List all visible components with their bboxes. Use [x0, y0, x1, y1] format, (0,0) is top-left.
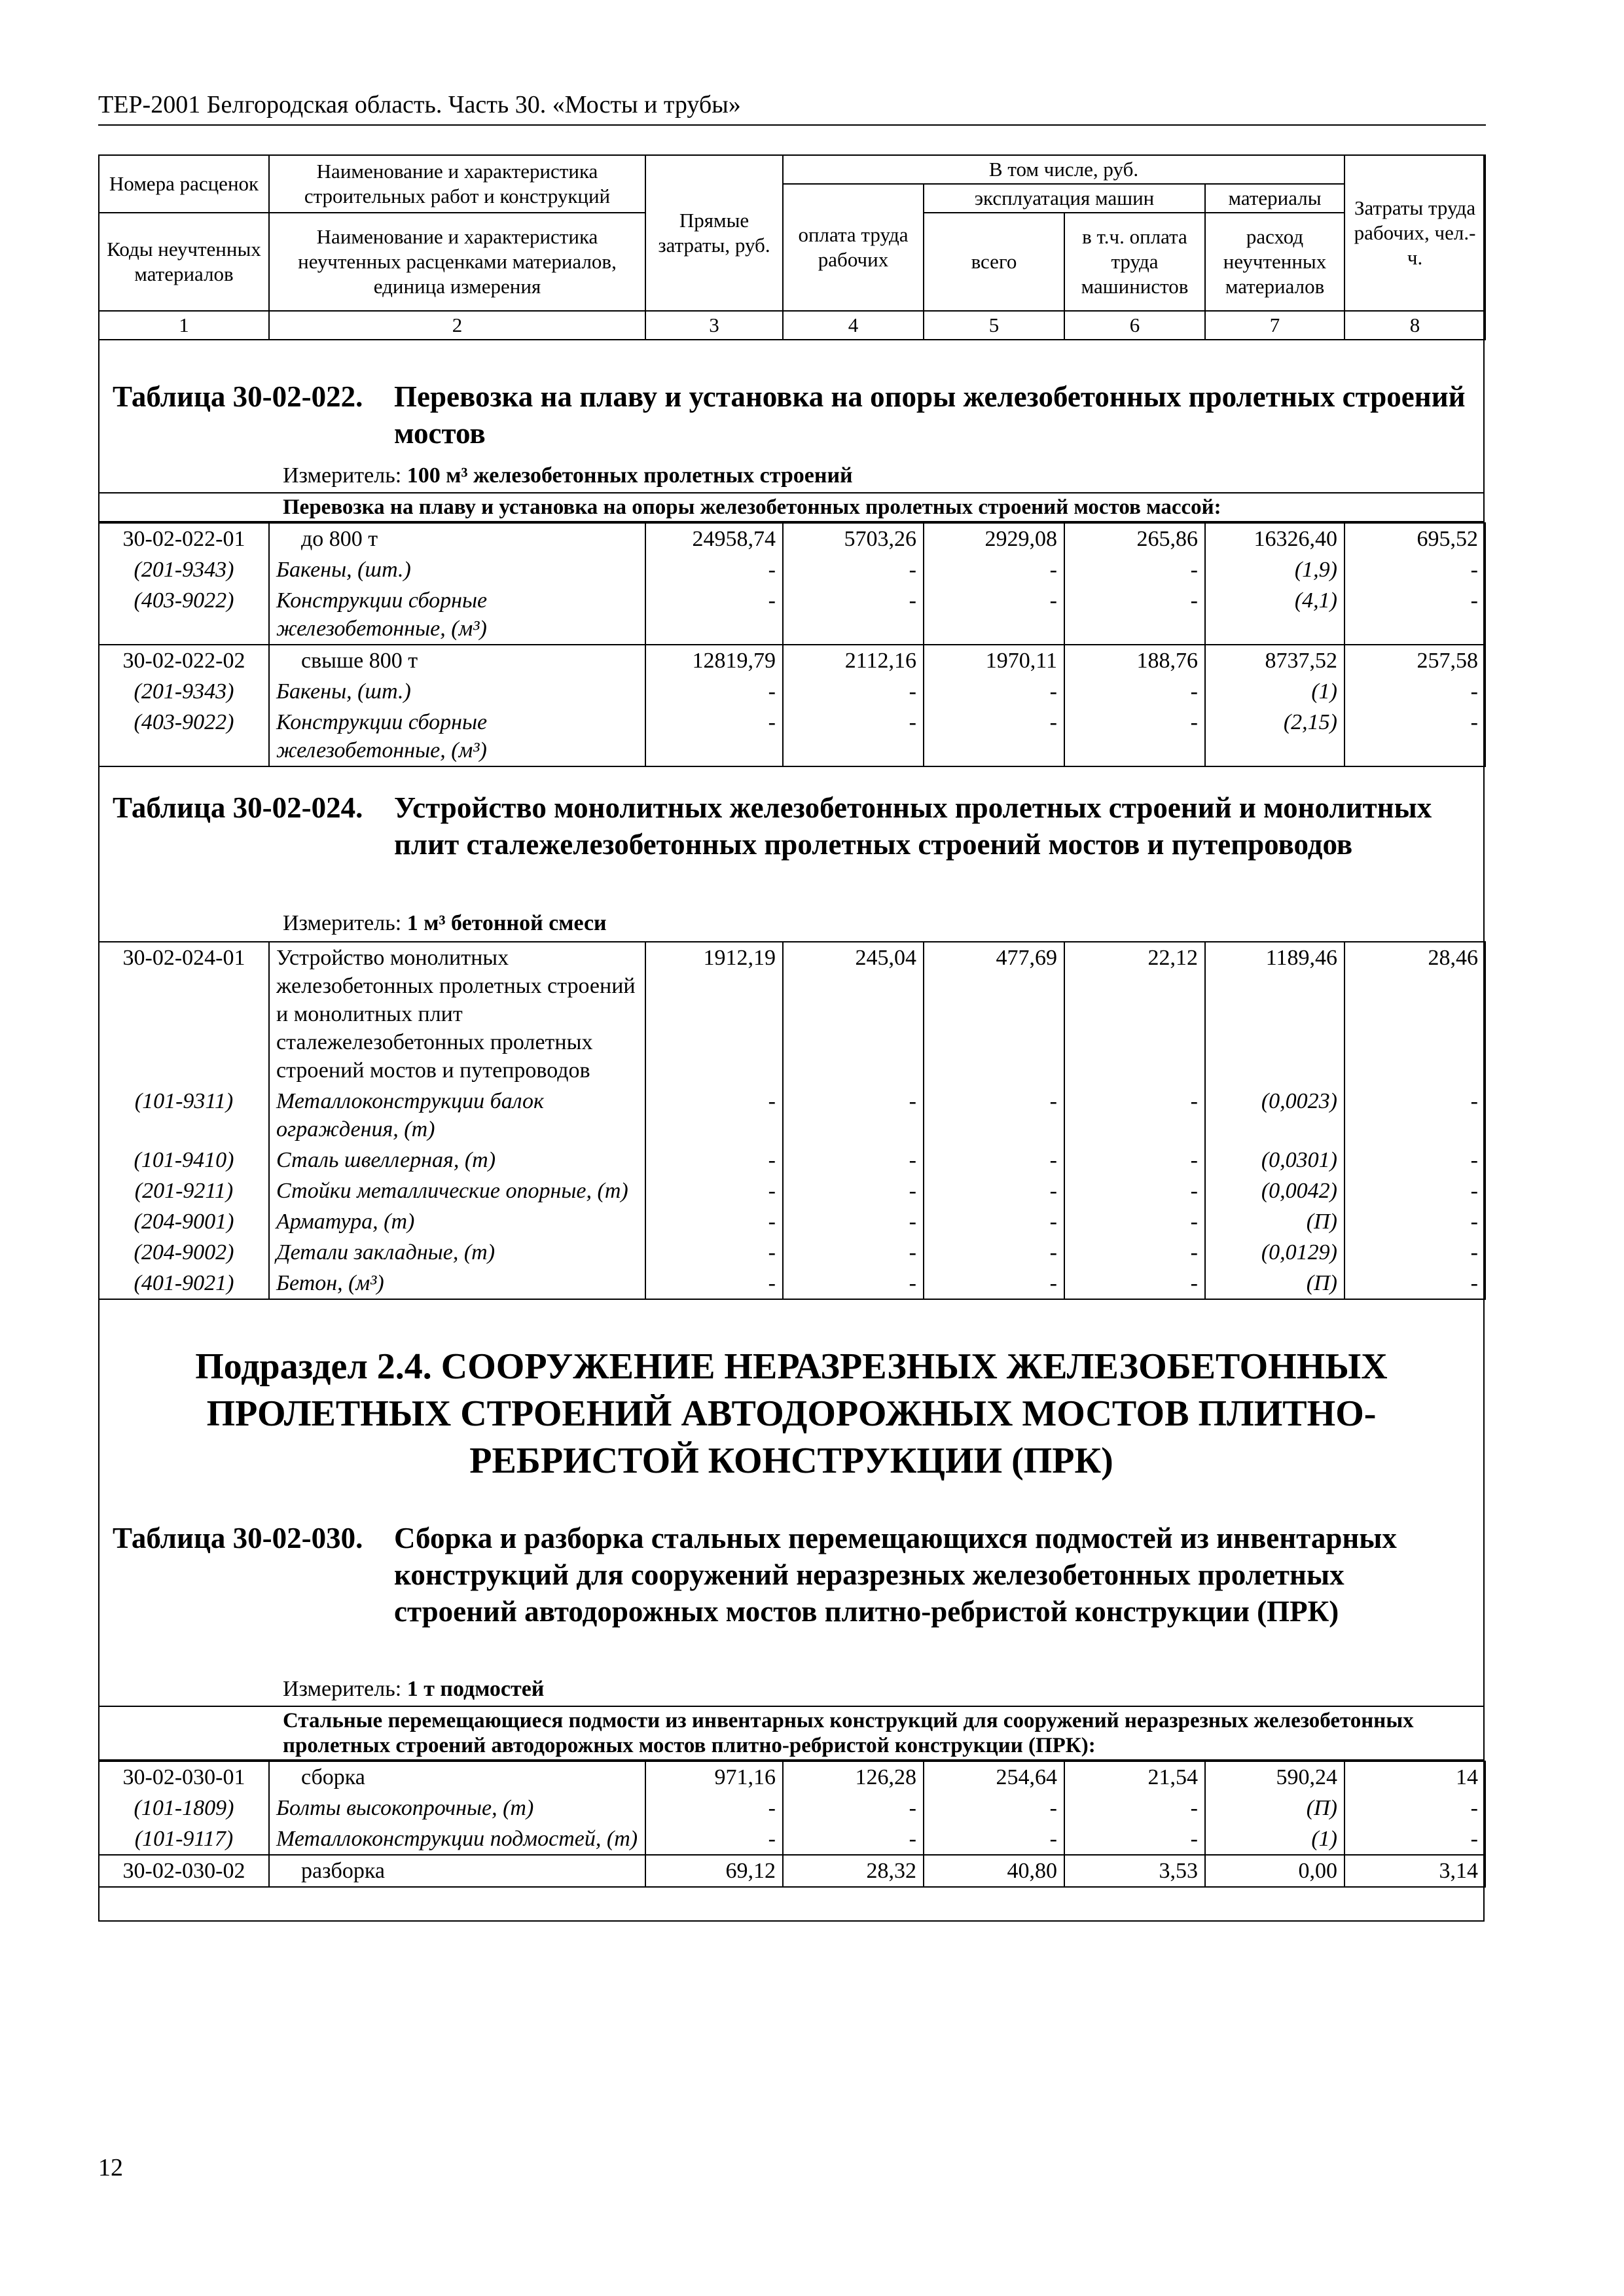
name-cell: Арматура, (т) — [269, 1206, 645, 1237]
subsection-title — [98, 1343, 1485, 1484]
direct-cost-cell: 971,16 — [645, 1761, 783, 1793]
labor-pay-cell: - — [783, 707, 924, 766]
name-cell: Металлоконструкции подмостей, (т) — [269, 1823, 645, 1855]
subsection-title-text: Подраздел 2.4. СООРУЖЕНИЕ НЕРАЗРЕЗНЫХ ЖЕЛЕЗОБЕТОННЫХ ПРОЛЕТНЫХ СТРОЕНИЙ АВТОДОРОЖНЫХ МОСТОВ ПЛИТНО-РЕБРИСТОЙ КОНСТРУКЦИИ (ПРК) — [195, 1346, 1388, 1481]
direct-cost-cell: 24958,74 — [645, 523, 783, 554]
name-cell: Сталь швеллерная, (т) — [269, 1145, 645, 1175]
labor-pay-cell: - — [783, 676, 924, 707]
direct-cost-cell: - — [645, 1237, 783, 1268]
materials-cell: (4,1) — [1205, 585, 1344, 645]
machinists-pay-cell: 265,86 — [1064, 523, 1205, 554]
machinists-pay-cell: - — [1064, 1268, 1205, 1299]
code-cell: (403-9022) — [99, 585, 269, 645]
header-c6: в т.ч. оплата труда машинистов — [1064, 213, 1205, 311]
name-cell: Бакены, (шт.) — [269, 554, 645, 585]
name-cell: Бакены, (шт.) — [269, 676, 645, 707]
materials-cell: (1) — [1205, 1823, 1344, 1855]
name-cell: Устройство монолитных железобетонных пролетных строений и монолитных плит сталежелезобетонных пролетных строений мостов и путепроводов — [269, 942, 645, 1086]
labor-hours-cell: 695,52 — [1344, 523, 1485, 554]
header-num-8: 8 — [1344, 311, 1485, 340]
materials-cell: 0,00 — [1205, 1855, 1344, 1887]
materials-cell: (П) — [1205, 1268, 1344, 1299]
table-row — [99, 1761, 1485, 1793]
labor-pay-cell: - — [783, 1268, 924, 1299]
unit-prefix: Измеритель: — [283, 1677, 402, 1701]
labor-hours-cell: - — [1344, 1175, 1485, 1206]
labor-hours-cell: - — [1344, 1823, 1485, 1855]
direct-cost-cell: - — [645, 1175, 783, 1206]
table-022 — [98, 522, 1486, 767]
machines-total-cell: 1970,11 — [924, 645, 1064, 676]
header-machines: эксплуатация машин — [924, 184, 1205, 213]
machines-total-cell: - — [924, 1175, 1064, 1206]
code-cell: 30-02-022-01 — [99, 523, 269, 554]
code-cell: 30-02-022-02 — [99, 645, 269, 676]
table-row — [99, 1175, 1485, 1206]
code-cell: (101-1809) — [99, 1793, 269, 1823]
machines-total-cell: - — [924, 1793, 1064, 1823]
labor-pay-cell: - — [783, 1793, 924, 1823]
direct-cost-cell: 69,12 — [645, 1855, 783, 1887]
machines-total-cell: - — [924, 1206, 1064, 1237]
table-022-title — [113, 378, 1474, 452]
unit-value: 1 т подмостей — [406, 1677, 545, 1701]
name-cell: до 800 т — [269, 523, 645, 554]
table-row — [99, 523, 1485, 554]
materials-cell: (2,15) — [1205, 707, 1344, 766]
machines-total-cell: 477,69 — [924, 942, 1064, 1086]
unit-prefix: Измеритель: — [283, 911, 402, 935]
code-cell: (401-9021) — [99, 1268, 269, 1299]
header-num-6: 6 — [1064, 311, 1205, 340]
direct-cost-cell: - — [645, 1086, 783, 1145]
labor-hours-cell: - — [1344, 1793, 1485, 1823]
header-c5: всего — [924, 213, 1064, 311]
table-024 — [98, 941, 1486, 1300]
materials-cell: (0,0129) — [1205, 1237, 1344, 1268]
labor-pay-cell: - — [783, 1175, 924, 1206]
machinists-pay-cell: - — [1064, 1145, 1205, 1175]
machinists-pay-cell: - — [1064, 707, 1205, 766]
header-num-3: 3 — [645, 311, 783, 340]
name-cell: Бетон, (м³) — [269, 1268, 645, 1299]
table-030 — [98, 1761, 1486, 1888]
header-incl: В том числе, руб. — [783, 155, 1344, 184]
page-header: ТЕР-2001 Белгородская область. Часть 30. «Мосты и трубы» — [98, 90, 1486, 126]
machinists-pay-cell: - — [1064, 676, 1205, 707]
machinists-pay-cell: - — [1064, 585, 1205, 645]
labor-pay-cell: - — [783, 1823, 924, 1855]
materials-cell: 590,24 — [1205, 1761, 1344, 1793]
machines-total-cell: 2929,08 — [924, 523, 1064, 554]
machinists-pay-cell: 22,12 — [1064, 942, 1205, 1086]
table-022-label: Таблица 30-02-022. — [113, 380, 363, 413]
table-row — [99, 1145, 1485, 1175]
code-cell: (201-9343) — [99, 676, 269, 707]
table-row — [99, 585, 1485, 645]
machinists-pay-cell: - — [1064, 1206, 1205, 1237]
machines-total-cell: - — [924, 1086, 1064, 1145]
name-cell: Металлоконструкции балок ограждения, (т) — [269, 1086, 645, 1145]
labor-pay-cell: 2112,16 — [783, 645, 924, 676]
labor-pay-cell: - — [783, 554, 924, 585]
header-c2a: Наименование и характеристика строительных работ и конструкций — [269, 155, 645, 213]
table-024-label: Таблица 30-02-024. — [113, 791, 363, 824]
name-cell: свыше 800 т — [269, 645, 645, 676]
code-cell: (201-9211) — [99, 1175, 269, 1206]
labor-hours-cell: - — [1344, 1268, 1485, 1299]
labor-pay-cell: 28,32 — [783, 1855, 924, 1887]
table-row — [99, 645, 1485, 676]
header-materials: материалы — [1205, 184, 1344, 213]
name-cell: сборка — [269, 1761, 645, 1793]
code-cell: (204-9001) — [99, 1206, 269, 1237]
header-num-5: 5 — [924, 311, 1064, 340]
machines-total-cell: 40,80 — [924, 1855, 1064, 1887]
labor-pay-cell: - — [783, 585, 924, 645]
labor-hours-cell: - — [1344, 676, 1485, 707]
table-row — [99, 1237, 1485, 1268]
machines-total-cell: - — [924, 585, 1064, 645]
machinists-pay-cell: - — [1064, 1793, 1205, 1823]
machinists-pay-cell: - — [1064, 1086, 1205, 1145]
header-c7: расход неучтенных материалов — [1205, 213, 1344, 311]
labor-pay-cell: 5703,26 — [783, 523, 924, 554]
header-c1b: Коды неучтенных материалов — [99, 213, 269, 311]
header-c2b: Наименование и характеристика неучтенных расценками материалов, единица измерения — [269, 213, 645, 311]
labor-hours-cell: - — [1344, 1086, 1485, 1145]
direct-cost-cell: - — [645, 1793, 783, 1823]
code-cell: (201-9343) — [99, 554, 269, 585]
labor-hours-cell: - — [1344, 1206, 1485, 1237]
materials-cell: (0,0023) — [1205, 1086, 1344, 1145]
unit-value: 1 м³ бетонной смеси — [406, 911, 607, 935]
labor-pay-cell: - — [783, 1086, 924, 1145]
machinists-pay-cell: - — [1064, 1237, 1205, 1268]
machines-total-cell: - — [924, 707, 1064, 766]
materials-cell: (П) — [1205, 1206, 1344, 1237]
materials-cell: 8737,52 — [1205, 645, 1344, 676]
labor-hours-cell: - — [1344, 554, 1485, 585]
direct-cost-cell: - — [645, 585, 783, 645]
labor-pay-cell: - — [783, 1237, 924, 1268]
machines-total-cell: 254,64 — [924, 1761, 1064, 1793]
table-030-title-text: Сборка и разборка стальных перемещающихся подмостей из инвентарных конструкций для сооружений неразрезных железобетонных пролетных строений автодорожных мостов плитно-ребристой конструкции (ПРК) — [394, 1522, 1397, 1628]
labor-hours-cell: 28,46 — [1344, 942, 1485, 1086]
machines-total-cell: - — [924, 1145, 1064, 1175]
materials-cell: (1) — [1205, 676, 1344, 707]
direct-cost-cell: 1912,19 — [645, 942, 783, 1086]
direct-cost-cell: - — [645, 1268, 783, 1299]
table-row — [99, 554, 1485, 585]
machinists-pay-cell: - — [1064, 1175, 1205, 1206]
labor-pay-cell: 126,28 — [783, 1761, 924, 1793]
code-cell: (101-9311) — [99, 1086, 269, 1145]
code-cell: (101-9410) — [99, 1145, 269, 1175]
materials-cell: (1,9) — [1205, 554, 1344, 585]
table-022-title-text: Перевозка на плаву и установка на опоры железобетонных пролетных строений мостов — [394, 380, 1466, 450]
table-row — [99, 1268, 1485, 1299]
machinists-pay-cell: - — [1064, 1823, 1205, 1855]
header-num-2: 2 — [269, 311, 645, 340]
labor-hours-cell: 257,58 — [1344, 645, 1485, 676]
materials-cell: (П) — [1205, 1793, 1344, 1823]
name-cell: Стойки металлические опорные, (т) — [269, 1175, 645, 1206]
labor-hours-cell: - — [1344, 1145, 1485, 1175]
materials-cell: 16326,40 — [1205, 523, 1344, 554]
machinists-pay-cell: 188,76 — [1064, 645, 1205, 676]
machines-total-cell: - — [924, 1268, 1064, 1299]
name-cell: Болты высокопрочные, (т) — [269, 1793, 645, 1823]
direct-cost-cell: - — [645, 1145, 783, 1175]
table-030-unit — [283, 1677, 544, 1702]
header-c3: Прямые затраты, руб. — [645, 155, 783, 311]
table-row — [99, 1206, 1485, 1237]
table-row — [99, 676, 1485, 707]
table-row — [99, 1823, 1485, 1855]
materials-cell: (0,0301) — [1205, 1145, 1344, 1175]
unit-value: 100 м³ железобетонных пролетных строений — [406, 463, 853, 488]
header-num-7: 7 — [1205, 311, 1344, 340]
direct-cost-cell: - — [645, 676, 783, 707]
header-num-4: 4 — [783, 311, 924, 340]
code-cell: 30-02-030-02 — [99, 1855, 269, 1887]
materials-cell: 1189,46 — [1205, 942, 1344, 1086]
table-022-unit — [283, 463, 853, 488]
column-header-table — [98, 154, 1486, 340]
table-row — [99, 942, 1485, 1086]
table-030-label: Таблица 30-02-030. — [113, 1522, 363, 1554]
header-c1a: Номера расценок — [99, 155, 269, 213]
name-cell: Детали закладные, (т) — [269, 1237, 645, 1268]
table-row — [99, 1086, 1485, 1145]
machinists-pay-cell: - — [1064, 554, 1205, 585]
header-c4: оплата труда рабочих — [783, 184, 924, 311]
direct-cost-cell: - — [645, 707, 783, 766]
table-022-band: Перевозка на плаву и установка на опоры железобетонных пролетных строений мостов массой: — [98, 492, 1485, 522]
labor-hours-cell: 14 — [1344, 1761, 1485, 1793]
table-row — [99, 1793, 1485, 1823]
labor-pay-cell: - — [783, 1145, 924, 1175]
machines-total-cell: - — [924, 1823, 1064, 1855]
table-030-title — [113, 1520, 1474, 1630]
name-cell: Конструкции сборные железобетонные, (м³) — [269, 585, 645, 645]
code-cell: (204-9002) — [99, 1237, 269, 1268]
labor-pay-cell: - — [783, 1206, 924, 1237]
table-row — [99, 707, 1485, 766]
labor-pay-cell: 245,04 — [783, 942, 924, 1086]
header-c8: Затраты труда рабочих, чел.-ч. — [1344, 155, 1485, 311]
labor-hours-cell: - — [1344, 1237, 1485, 1268]
table-030-band: Стальные перемещающиеся подмости из инвентарных конструкций для сооружений неразрезных железобетонных пролетных строений автодорожных мостов плитно-ребристой конструкции (ПРК): — [98, 1706, 1485, 1761]
name-cell: Конструкции сборные железобетонные, (м³) — [269, 707, 645, 766]
name-cell: разборка — [269, 1855, 645, 1887]
direct-cost-cell: - — [645, 554, 783, 585]
table-row — [99, 1855, 1485, 1887]
machines-total-cell: - — [924, 554, 1064, 585]
labor-hours-cell: 3,14 — [1344, 1855, 1485, 1887]
labor-hours-cell: - — [1344, 707, 1485, 766]
page-number: 12 — [98, 2154, 123, 2181]
table-024-title-text: Устройство монолитных железобетонных пролетных строений и монолитных плит сталежелезобетонных пролетных строений мостов и путепроводов — [394, 791, 1432, 861]
code-cell: 30-02-024-01 — [99, 942, 269, 1086]
code-cell: (101-9117) — [99, 1823, 269, 1855]
direct-cost-cell: 12819,79 — [645, 645, 783, 676]
machines-total-cell: - — [924, 1237, 1064, 1268]
machinists-pay-cell: 3,53 — [1064, 1855, 1205, 1887]
table-024-title — [113, 789, 1474, 863]
code-cell: (403-9022) — [99, 707, 269, 766]
direct-cost-cell: - — [645, 1823, 783, 1855]
code-cell: 30-02-030-01 — [99, 1761, 269, 1793]
materials-cell: (0,0042) — [1205, 1175, 1344, 1206]
machines-total-cell: - — [924, 676, 1064, 707]
labor-hours-cell: - — [1344, 585, 1485, 645]
direct-cost-cell: - — [645, 1206, 783, 1237]
table-024-unit — [283, 911, 607, 936]
unit-prefix: Измеритель: — [283, 463, 402, 488]
header-num-1: 1 — [99, 311, 269, 340]
machinists-pay-cell: 21,54 — [1064, 1761, 1205, 1793]
